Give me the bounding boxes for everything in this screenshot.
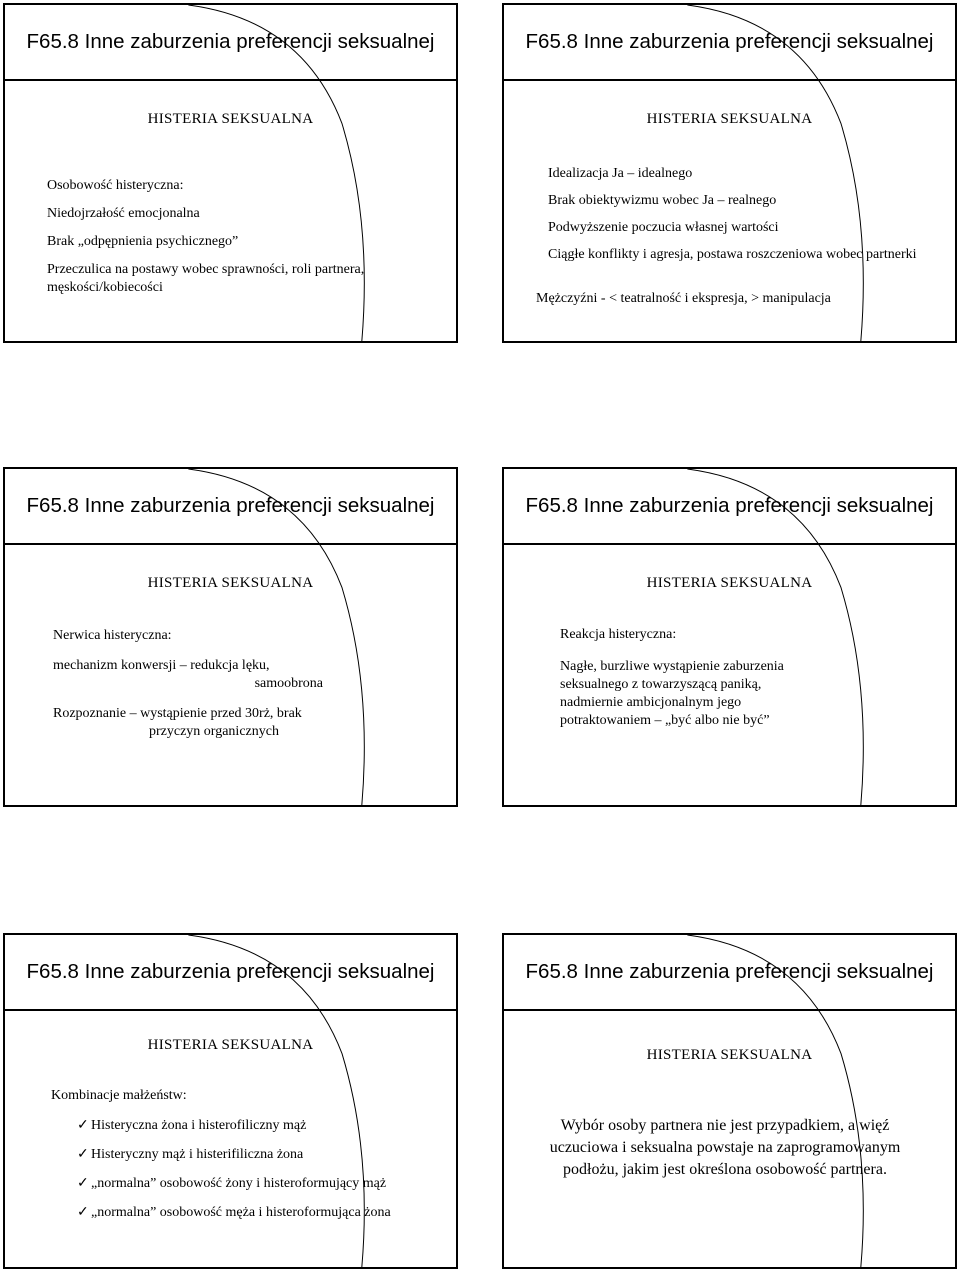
slide-body [540,1115,910,1181]
body-line: Mężczyźni - < teatralność i ekspresja, > manipulacja [536,291,831,306]
slide-subtitle: HISTERIA SEKSUALNA [147,111,314,127]
slide-subtitle: HISTERIA SEKSUALNA [147,575,314,591]
body-line: Nagłe, burzliwe wystąpienie zaburzenia seksualnego z towarzyszącą paniką, nadmiernie ambicjonalnym jego potraktowaniem – „być albo nie być” [560,659,784,728]
slide-title-band [504,5,955,81]
slide-2 [502,3,957,343]
body-line: Ciągłe konflikty i agresja, postawa roszczeniowa wobec partnerki [548,247,917,262]
slide-title-band [5,5,456,81]
slide-1 [3,3,458,343]
slide-title: F65.8 Inne zaburzenia preferencji seksualnej [525,960,934,983]
slide-title-band [5,469,456,545]
list-item-text: Histeryczny mąż i histerifiliczna żona [91,1147,304,1162]
slide-title-band [504,469,955,545]
slide-title-band [504,935,955,1011]
list-item-text: Histeryczna żona i histerofiliczny mąż [91,1118,307,1133]
checkmark-icon: ✓ [77,1176,89,1191]
slide-title: F65.8 Inne zaburzenia preferencji seksualnej [26,494,435,517]
checkmark-icon: ✓ [77,1147,89,1162]
body-paragraph: Wybór osoby partnera nie jest przypadkiem, a więź uczuciowa i seksualna powstaje na zaprogramowanym podłożu, jakim jest określona osobowość partnera. [549,1117,901,1178]
list-item-text: „normalna” osobowość żony i histeroformujący mąż [91,1176,387,1191]
body-line: Idealizacja Ja – idealnego [548,166,693,181]
slide-subtitle: HISTERIA SEKSUALNA [646,111,813,127]
slide-title: F65.8 Inne zaburzenia preferencji seksualnej [26,30,435,53]
body-line: Rozpoznanie – wystąpienie przed 30rż, brak [53,706,302,721]
slide-body [560,626,820,730]
slide-body [47,177,447,297]
list-item-text: „normalna” osobowość męża i histeroformująca żona [91,1205,391,1220]
body-line: Brak obiektywizmu wobec Ja – realnego [548,193,777,208]
body-line: Przeczulica na postawy wobec sprawności, roli partnera, męskości/kobiecości [47,262,365,295]
list-item [51,1175,451,1193]
list-item [51,1146,451,1164]
slide-body [536,165,918,308]
list-item [51,1204,451,1222]
body-line: Niedojrzałość emocjonalna [47,206,200,221]
body-line: Nerwica histeryczna: [53,628,172,643]
checkmark-icon: ✓ [77,1118,89,1133]
slide-4 [502,467,957,807]
slide-title: F65.8 Inne zaburzenia preferencji seksualnej [525,494,934,517]
slide-title: F65.8 Inne zaburzenia preferencji seksualnej [525,30,934,53]
slide-subtitle: HISTERIA SEKSUALNA [147,1037,314,1053]
body-line: Kombinacje małżeństw: [51,1088,187,1103]
slide-5 [3,933,458,1269]
slide-subtitle: HISTERIA SEKSUALNA [646,1047,813,1063]
slide-title-band [5,935,456,1011]
list-item [51,1117,451,1135]
body-line: przyczyn organicznych [149,724,279,739]
body-line: mechanizm konwersji – redukcja lęku, [53,658,270,673]
body-line: Reakcja histeryczna: [560,627,677,642]
checkmark-icon: ✓ [77,1205,89,1220]
body-line: Osobowość histeryczna: [47,178,184,193]
slide-body [51,1087,451,1222]
slide-subtitle: HISTERIA SEKSUALNA [646,575,813,591]
slide-title: F65.8 Inne zaburzenia preferencji seksualnej [26,960,435,983]
body-line: Podwyższenie poczucia własnej wartości [548,220,779,235]
slide-3 [3,467,458,807]
body-line: samoobrona [254,676,323,691]
body-line: Brak „odpępnienia psychicznego” [47,234,239,249]
slide-6 [502,933,957,1269]
slide-body [53,627,353,741]
